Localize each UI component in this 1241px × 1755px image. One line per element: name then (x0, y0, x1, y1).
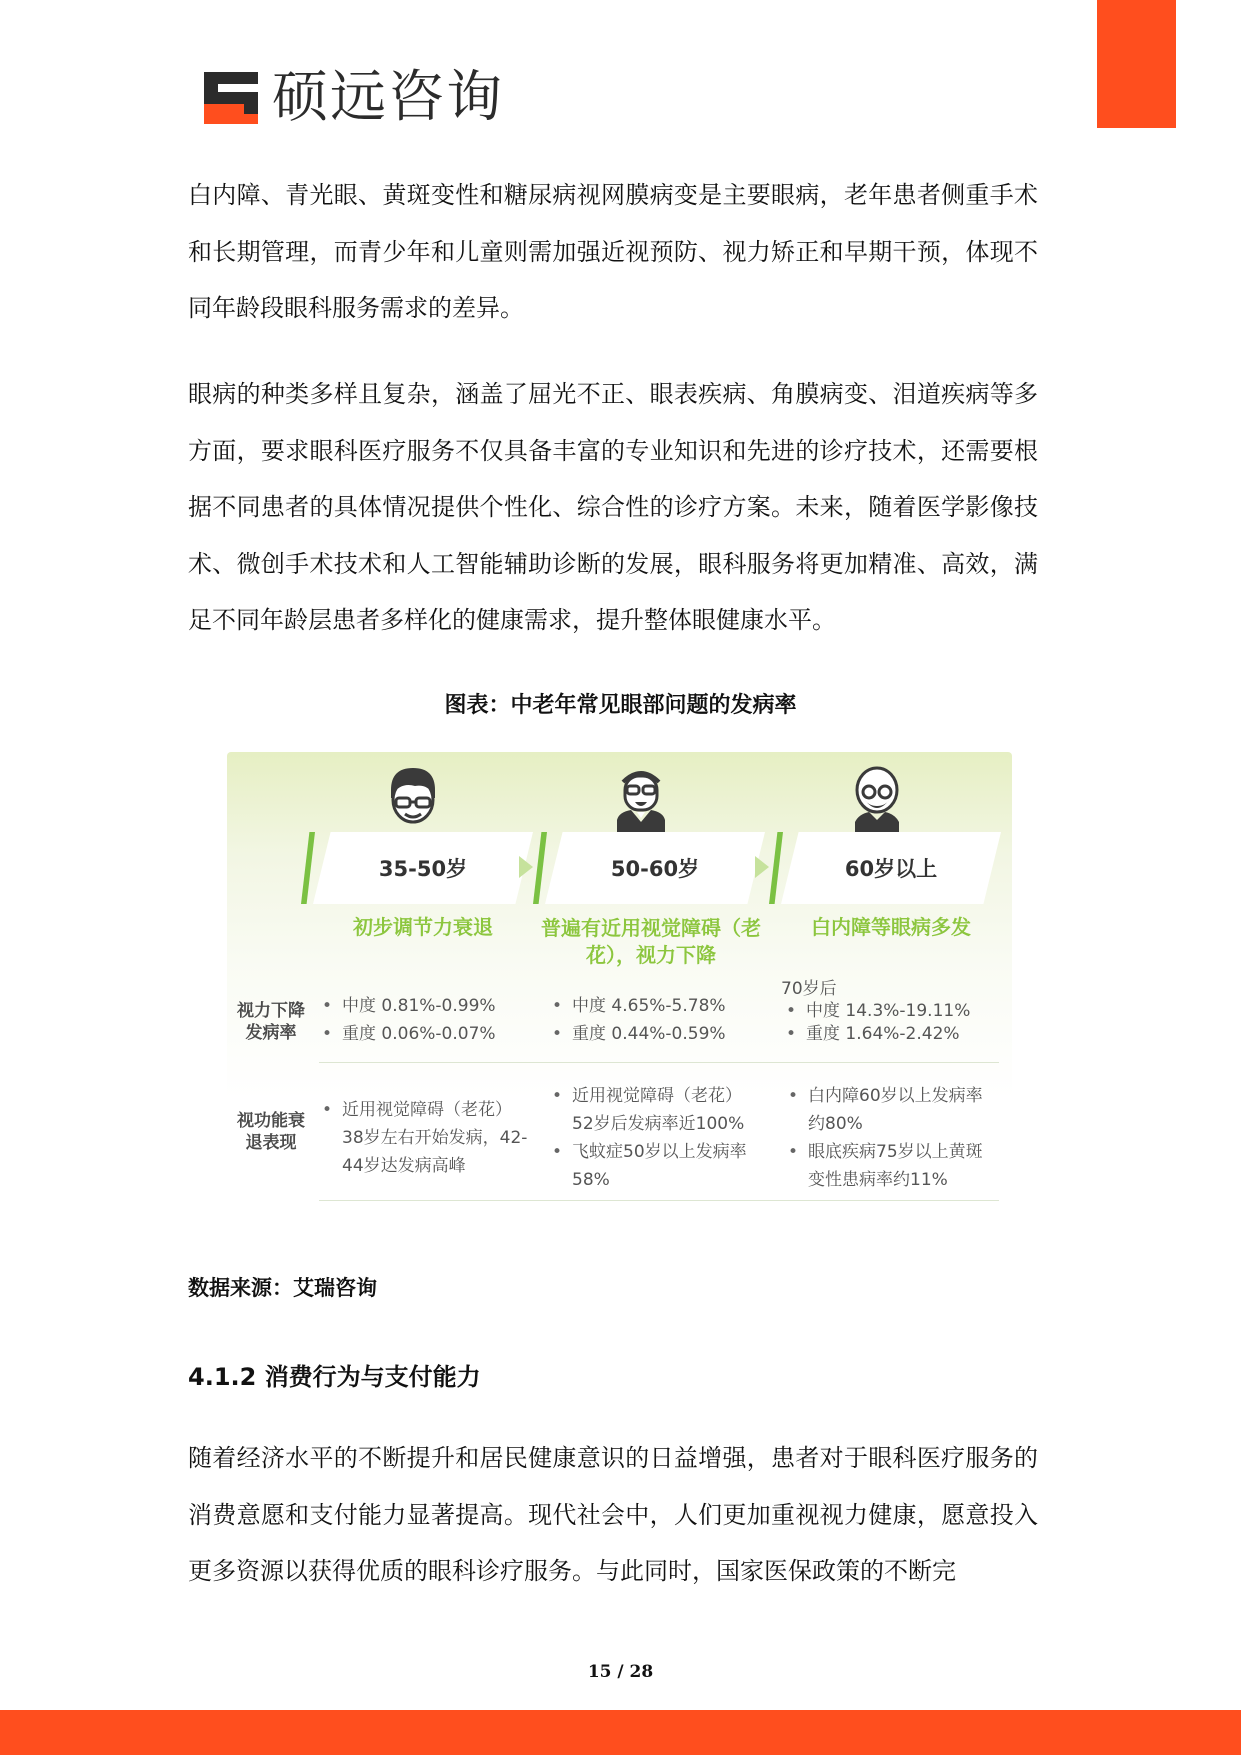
age-headline: 白内障等眼病多发 (811, 915, 971, 939)
age-label: 60岁以上 (844, 857, 938, 881)
figure-title: 图表：中老年常见眼部问题的发病率 (444, 693, 797, 718)
age-column (307, 752, 539, 1214)
age-headline: 普遍有近用视觉障碍（老花），视力下降 (541, 916, 761, 967)
row-separator (319, 1200, 999, 1201)
paragraph-eye-disease-variety: 眼病的种类多样且复杂，涵盖了屈光不正、眼表疾病、角膜病变、泪道疾病等多方面，要求眼科医疗服务不仅具备丰富的专业知识和先进的诊疗技术，还需要根据不同患者的具体情况提供个性化、综合性的诊疗方案。未来，随着医学影像技术、微创手术技术和人工智能辅助诊断的发展，眼科服务将更加精准、高效，满足不同年龄层患者多样化的健康需求，提升整体眼健康水平。 (188, 380, 1038, 634)
age-column (539, 752, 771, 1214)
decline-cell (783, 1082, 998, 1194)
incidence-item: • 中度 0.81%-0.99% (342, 992, 532, 1020)
decline-item: • 眼底疾病75岁以上黄斑变性患病率约11% (808, 1138, 998, 1194)
age-column (775, 752, 1007, 1214)
arrow-right-icon (755, 856, 769, 878)
incidence-item: • 重度 0.06%-0.07% (342, 1020, 532, 1048)
logo-mark-icon (200, 68, 262, 128)
data-source: 数据来源：艾瑞咨询 (188, 1276, 377, 1300)
brand-logo (200, 65, 504, 130)
decline-item: • 飞蚊症50岁以上发病率58% (572, 1138, 762, 1194)
incidence-item: • 中度 14.3%-19.11% (806, 1000, 996, 1022)
arrow-right-icon (519, 856, 533, 878)
row-label-incidence: 视力下降 发病率 (237, 1001, 305, 1043)
age-label: 50-60岁 (610, 857, 700, 881)
row-label-decline: 视功能衰 退表现 (237, 1111, 305, 1153)
footer-bar (0, 1710, 1241, 1755)
top-corner-tab (1097, 0, 1176, 128)
decline-item: • 近用视觉障碍（老花）52岁后发病率近100% (572, 1082, 762, 1138)
age-label: 35-50岁 (378, 857, 468, 881)
age-headline: 初步调节力衰退 (353, 915, 493, 939)
middle-aged-person-icon (377, 760, 449, 832)
incidence-item: • 中度 4.65%-5.78% (572, 992, 762, 1020)
decline-cell (317, 1096, 532, 1180)
section-heading: 4.1.2 消费行为与支付能力 (188, 1363, 481, 1391)
decline-item: • 白内障60岁以上发病率约80% (808, 1082, 998, 1138)
incidence-item: • 重度 1.64%-2.42% (806, 1022, 996, 1046)
paragraph-eye-diseases: 白内障、青光眼、黄斑变性和糖尿病视网膜病变是主要眼病，老年患者侧重手术和长期管理，而青少年和儿童则需加强近视预防、视力矫正和早期干预，体现不同年龄段眼科服务需求的差异。 (188, 181, 1038, 322)
page-number: 15 / 28 (587, 1662, 654, 1682)
elderly-bald-man-icon (841, 760, 913, 832)
incidence-cell (547, 992, 762, 1048)
incidence-item: • 重度 0.44%-0.59% (572, 1020, 762, 1048)
brand-name: 硕远咨询 (272, 65, 504, 130)
row-separator (319, 1062, 999, 1063)
decline-item: • 近用视觉障碍（老花）38岁左右开始发病，42-44岁达发病高峰 (342, 1096, 532, 1180)
elderly-man-icon (605, 760, 677, 832)
paragraph-consumption: 随着经济水平的不断提升和居民健康意识的日益增强，患者对于眼科医疗服务的消费意愿和支付能力显著提高。现代社会中，人们更加重视视力健康，愿意投入更多资源以获得优质的眼科诊疗服务。与此同时，国家医保政策的不断完 (188, 1444, 1038, 1585)
incidence-cell (781, 978, 996, 1046)
incidence-prefix: 70岁后 (781, 979, 837, 999)
decline-cell (547, 1082, 762, 1194)
age-incidence-infographic (227, 752, 1012, 1214)
incidence-cell (317, 992, 532, 1048)
